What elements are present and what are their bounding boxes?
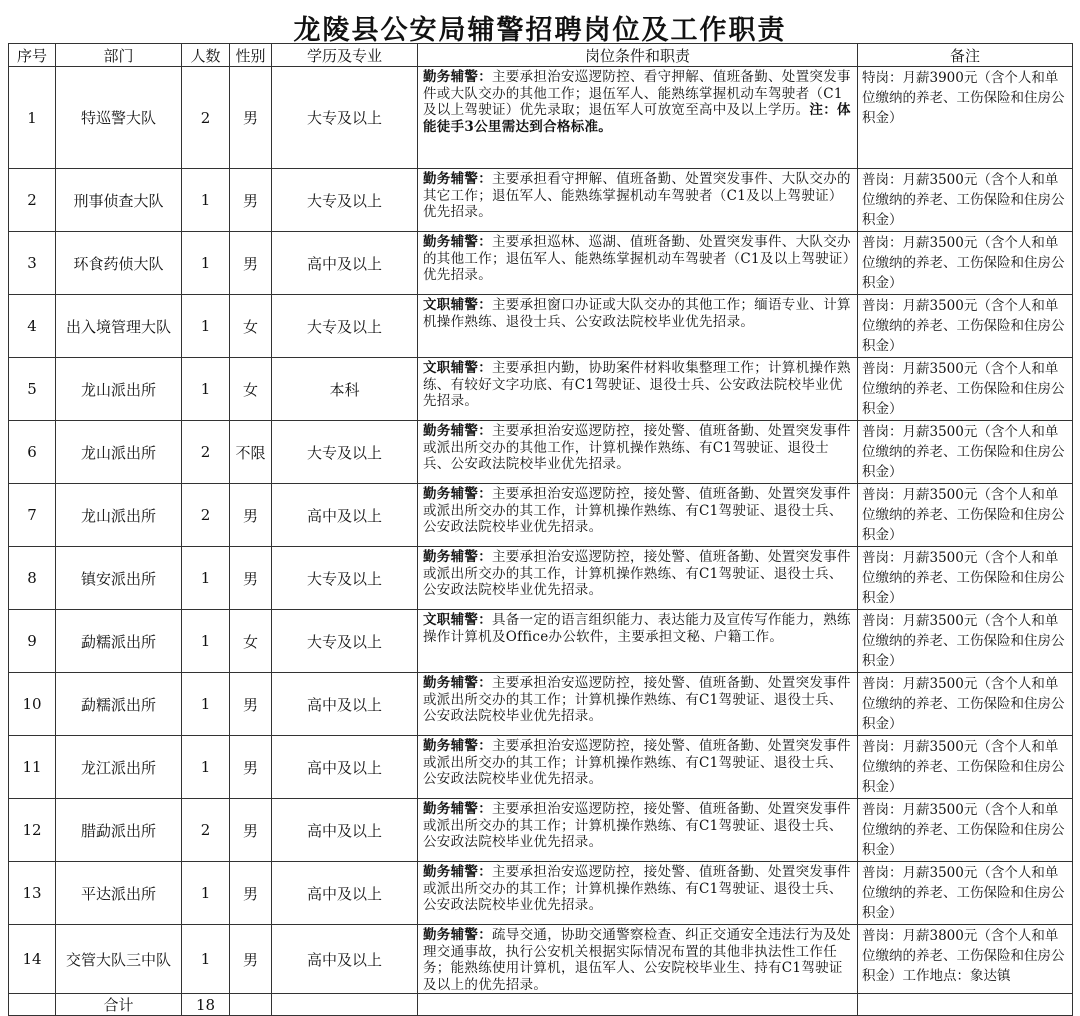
- cell-duties: [418, 673, 858, 736]
- cell-count: 1: [182, 547, 230, 610]
- total-empty-cell: [9, 994, 56, 1016]
- cell-education: 高中及以上: [272, 799, 418, 862]
- recruitment-table: [8, 43, 1073, 1016]
- cell-education: 高中及以上: [272, 673, 418, 736]
- duty-type: 勤务辅警：: [423, 486, 492, 502]
- cell-dept: 交管大队三中队: [56, 925, 182, 994]
- cell-education: 大专及以上: [272, 610, 418, 673]
- cell-duties: [418, 169, 858, 232]
- cell-dept: 腊勐派出所: [56, 799, 182, 862]
- cell-education: 大专及以上: [272, 169, 418, 232]
- duty-text: 主要承担治安巡逻防控，接处警、值班备勤、处置突发事件或派出所交办的其工作，计算机操作熟练、有C1驾驶证、退役士兵、公安政法院校毕业优先招录。: [423, 486, 851, 535]
- cell-no: 1: [9, 67, 56, 169]
- cell-note: 普岗：月薪3500元（含个人和单位缴纳的养老、工伤保险和住房公积金）: [858, 358, 1073, 421]
- duty-type: 勤务辅警：: [423, 234, 492, 250]
- table-row: [9, 799, 1073, 862]
- cell-gender: 男: [230, 232, 272, 295]
- table-row: [9, 358, 1073, 421]
- cell-note: 普岗：月薪3500元（含个人和单位缴纳的养老、工伤保险和住房公积金）: [858, 799, 1073, 862]
- cell-no: 6: [9, 421, 56, 484]
- duty-text: 主要承担治安巡逻防控、看守押解、值班备勤、处置突发事件或大队交办的其他工作；退伍军人、能熟练掌握机动车驾驶者（C1及以上驾驶证）优先录取；退伍军人可放宽至高中及以上学历。: [423, 69, 851, 118]
- cell-count: 2: [182, 484, 230, 547]
- total-row: [9, 994, 1073, 1016]
- cell-dept: 环食药侦大队: [56, 232, 182, 295]
- duty-type: 勤务辅警：: [423, 675, 492, 691]
- duty-text: 主要承担内勤，协助案件材料收集整理工作；计算机操作熟练、有较好文字功底、有C1驾驶证、退役士兵、公安政法院校毕业优先招录。: [423, 360, 851, 409]
- cell-gender: 女: [230, 610, 272, 673]
- cell-dept: 特巡警大队: [56, 67, 182, 169]
- cell-gender: 男: [230, 925, 272, 994]
- cell-count: 1: [182, 610, 230, 673]
- cell-no: 5: [9, 358, 56, 421]
- cell-gender: 男: [230, 484, 272, 547]
- cell-no: 11: [9, 736, 56, 799]
- cell-education: 高中及以上: [272, 484, 418, 547]
- cell-gender: 男: [230, 736, 272, 799]
- duty-type: 文职辅警：: [423, 360, 492, 376]
- cell-note: 普岗：月薪3800元（含个人和单位缴纳的养老、工伤保险和住房公积金）工作地点：象达镇: [858, 925, 1073, 994]
- cell-count: 1: [182, 169, 230, 232]
- header-row: [9, 44, 1073, 67]
- duty-text: 主要承担治安巡逻防控，接处警、值班备勤、处置突发事件或派出所交办的其工作，计算机操作熟练、有C1驾驶证、退役士兵、公安政法院校毕业优先招录。: [423, 549, 851, 598]
- cell-note: 普岗：月薪3500元（含个人和单位缴纳的养老、工伤保险和住房公积金）: [858, 232, 1073, 295]
- duty-type: 勤务辅警：: [423, 423, 492, 439]
- duty-text: 主要承担窗口办证或大队交办的其他工作；缅语专业、计算机操作熟练、退役士兵、公安政法院校毕业优先招录。: [423, 297, 851, 330]
- cell-count: 1: [182, 736, 230, 799]
- header-dept: 部门: [56, 44, 182, 67]
- cell-duties: [418, 295, 858, 358]
- table-row: [9, 421, 1073, 484]
- cell-education: 高中及以上: [272, 862, 418, 925]
- duty-type: 勤务辅警：: [423, 69, 492, 85]
- duty-text: 主要承担治安巡逻防控，接处警、值班备勤、处置突发事件或派出所交办的其工作；计算机操作熟练、有C1驾驶证、退役士兵、公安政法院校毕业优先招录。: [423, 675, 851, 724]
- cell-note: 普岗：月薪3500元（含个人和单位缴纳的养老、工伤保险和住房公积金）: [858, 862, 1073, 925]
- total-count: 18: [182, 994, 230, 1016]
- cell-education: 大专及以上: [272, 421, 418, 484]
- cell-count: 2: [182, 67, 230, 169]
- cell-duties: [418, 67, 858, 169]
- table-row: [9, 862, 1073, 925]
- cell-dept: 镇安派出所: [56, 547, 182, 610]
- cell-education: 本科: [272, 358, 418, 421]
- table-row: [9, 67, 1073, 169]
- duty-text: 主要承担治安巡逻防控，接处警、值班备勤、处置突发事件或派出所交办的其他工作，计算机操作熟练、有C1驾驶证、退役士兵、公安政法院校毕业优先招录。: [423, 423, 851, 472]
- cell-note: 特岗：月薪3900元（含个人和单位缴纳的养老、工伤保险和住房公积金）: [858, 67, 1073, 169]
- cell-gender: 男: [230, 799, 272, 862]
- duty-type: 勤务辅警：: [423, 738, 492, 754]
- cell-no: 2: [9, 169, 56, 232]
- cell-note: 普岗：月薪3500元（含个人和单位缴纳的养老、工伤保险和住房公积金）: [858, 673, 1073, 736]
- cell-dept: 龙山派出所: [56, 484, 182, 547]
- cell-gender: 女: [230, 358, 272, 421]
- cell-no: 12: [9, 799, 56, 862]
- duty-text: 主要承担巡林、巡湖、值班备勤、处置突发事件、大队交办的其他工作；退伍军人、能熟练掌握机动车驾驶者（C1及以上驾驶证）优先招录。: [423, 234, 851, 283]
- cell-dept: 勐糯派出所: [56, 673, 182, 736]
- cell-duties: [418, 358, 858, 421]
- table-row: [9, 547, 1073, 610]
- cell-gender: 男: [230, 673, 272, 736]
- header-no: 序号: [9, 44, 56, 67]
- cell-note: 普岗：月薪3500元（含个人和单位缴纳的养老、工伤保险和住房公积金）: [858, 169, 1073, 232]
- cell-duties: [418, 862, 858, 925]
- duty-text: 疏导交通，协助交通警察检查、纠正交通安全违法行为及处理交通事故，执行公安机关根据实际情况布置的其他非执法性工作任务；能熟练使用计算机，退伍军人、公安院校毕业生、持有C1驾驶证及以上的优先招录。: [423, 927, 851, 993]
- cell-dept: 刑事侦查大队: [56, 169, 182, 232]
- total-empty-cell: [418, 994, 858, 1016]
- cell-gender: 男: [230, 169, 272, 232]
- duty-type: 勤务辅警：: [423, 549, 492, 565]
- duty-note: 注：体能徒手3公里需达到合格标准。: [423, 102, 851, 135]
- cell-dept: 龙山派出所: [56, 421, 182, 484]
- duty-type: 勤务辅警：: [423, 171, 492, 187]
- cell-count: 1: [182, 295, 230, 358]
- cell-education: 高中及以上: [272, 232, 418, 295]
- cell-note: 普岗：月薪3500元（含个人和单位缴纳的养老、工伤保险和住房公积金）: [858, 547, 1073, 610]
- cell-dept: 龙江派出所: [56, 736, 182, 799]
- cell-note: 普岗：月薪3500元（含个人和单位缴纳的养老、工伤保险和住房公积金）: [858, 295, 1073, 358]
- cell-education: 大专及以上: [272, 295, 418, 358]
- table-row: [9, 736, 1073, 799]
- cell-education: 高中及以上: [272, 925, 418, 994]
- duty-type: 勤务辅警：: [423, 864, 492, 880]
- cell-no: 10: [9, 673, 56, 736]
- cell-gender: 男: [230, 862, 272, 925]
- header-duties: 岗位条件和职责: [418, 44, 858, 67]
- cell-dept: 勐糯派出所: [56, 610, 182, 673]
- cell-no: 8: [9, 547, 56, 610]
- table-row: [9, 484, 1073, 547]
- header-notes: 备注: [858, 44, 1073, 67]
- cell-no: 7: [9, 484, 56, 547]
- cell-count: 2: [182, 421, 230, 484]
- cell-duties: [418, 484, 858, 547]
- cell-gender: 男: [230, 67, 272, 169]
- cell-note: 普岗：月薪3500元（含个人和单位缴纳的养老、工伤保险和住房公积金）: [858, 484, 1073, 547]
- table-row: [9, 925, 1073, 994]
- duty-type: 文职辅警：: [423, 612, 492, 628]
- cell-note: 普岗：月薪3500元（含个人和单位缴纳的养老、工伤保险和住房公积金）: [858, 421, 1073, 484]
- cell-no: 14: [9, 925, 56, 994]
- cell-dept: 出入境管理大队: [56, 295, 182, 358]
- duty-type: 勤务辅警：: [423, 801, 492, 817]
- total-empty-cell: [272, 994, 418, 1016]
- cell-no: 3: [9, 232, 56, 295]
- cell-note: 普岗：月薪3500元（含个人和单位缴纳的养老、工伤保险和住房公积金）: [858, 736, 1073, 799]
- duty-text: 主要承担看守押解、值班备勤、处置突发事件、大队交办的其它工作；退伍军人、能熟练掌握机动车驾驶者（C1及以上驾驶证）优先招录。: [423, 171, 851, 220]
- cell-gender: 男: [230, 547, 272, 610]
- total-label: 合计: [56, 994, 182, 1016]
- cell-duties: [418, 547, 858, 610]
- table-row: [9, 295, 1073, 358]
- cell-count: 1: [182, 862, 230, 925]
- table-row: [9, 610, 1073, 673]
- total-empty-cell: [230, 994, 272, 1016]
- duty-text: 主要承担治安巡逻防控，接处警、值班备勤、处置突发事件或派出所交办的其工作；计算机操作熟练、有C1驾驶证、退役士兵、公安政法院校毕业优先招录。: [423, 801, 851, 850]
- cell-gender: 女: [230, 295, 272, 358]
- cell-count: 1: [182, 358, 230, 421]
- table-row: [9, 673, 1073, 736]
- cell-note: 普岗：月薪3500元（含个人和单位缴纳的养老、工伤保险和住房公积金）: [858, 610, 1073, 673]
- cell-count: 2: [182, 799, 230, 862]
- cell-no: 4: [9, 295, 56, 358]
- cell-duties: [418, 610, 858, 673]
- header-education: 学历及专业: [272, 44, 418, 67]
- cell-gender: 不限: [230, 421, 272, 484]
- cell-count: 1: [182, 925, 230, 994]
- cell-duties: [418, 232, 858, 295]
- cell-duties: [418, 736, 858, 799]
- table-row: [9, 232, 1073, 295]
- total-empty-cell: [858, 994, 1073, 1016]
- duty-text: 具备一定的语言组织能力、表达能力及宣传写作能力，熟练操作计算机及Office办公软件，主要承担文秘、户籍工作。: [423, 612, 851, 645]
- page-title: 龙陵县公安局辅警招聘岗位及工作职责: [293, 15, 787, 46]
- cell-duties: [418, 925, 858, 994]
- duty-type: 勤务辅警：: [423, 927, 492, 943]
- header-count: 人数: [182, 44, 230, 67]
- duty-text: 主要承担治安巡逻防控，接处警、值班备勤、处置突发事件或派出所交办的其工作；计算机操作熟练、有C1驾驶证、退役士兵、公安政法院校毕业优先招录。: [423, 738, 851, 787]
- cell-dept: 平达派出所: [56, 862, 182, 925]
- cell-no: 13: [9, 862, 56, 925]
- cell-no: 9: [9, 610, 56, 673]
- table-row: [9, 169, 1073, 232]
- cell-count: 1: [182, 673, 230, 736]
- duty-text: 主要承担治安巡逻防控，接处警、值班备勤、处置突发事件或派出所交办的其工作；计算机操作熟练、有C1驾驶证、退役士兵、公安政法院校毕业优先招录。: [423, 864, 851, 913]
- duty-type: 文职辅警：: [423, 297, 492, 313]
- cell-dept: 龙山派出所: [56, 358, 182, 421]
- header-gender: 性别: [230, 44, 272, 67]
- cell-duties: [418, 421, 858, 484]
- cell-education: 高中及以上: [272, 736, 418, 799]
- cell-duties: [418, 799, 858, 862]
- cell-education: 大专及以上: [272, 67, 418, 169]
- cell-education: 大专及以上: [272, 547, 418, 610]
- cell-count: 1: [182, 232, 230, 295]
